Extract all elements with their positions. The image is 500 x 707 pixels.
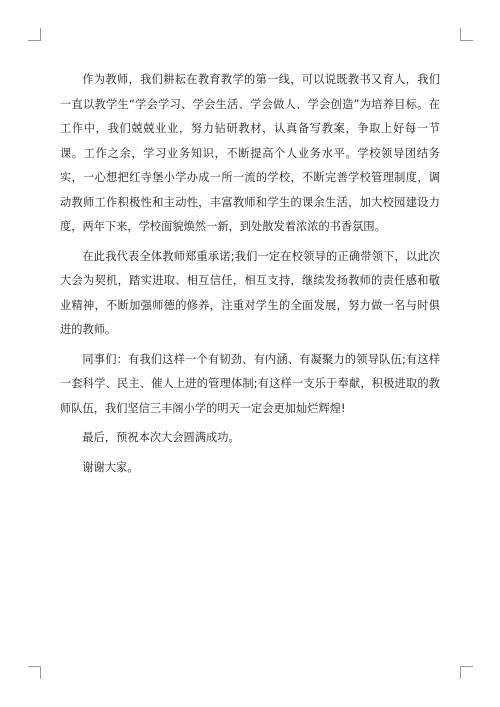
document-body [60,68,440,485]
crop-mark-top-left [28,28,41,41]
crop-mark-bottom-right [460,666,473,679]
paragraph-wishes: 最后，预祝本次大会圆满成功。 [82,431,240,444]
paragraph-intro: 作为教师，我们耕耘在教育教学的第一线，可以说既教书又育人，我们一直以教学生“学会学习、学会生活、学会做人、学会创造”为培养目标。在工作中，我们兢兢业业，努力钻研教材，认真备写教案，争取上好每一节课。工作之余，学习业务知识，不断提高个人业务水平。学校领导团结务实，一心想把红寺堡小学办成一所一流的学校，不断完善学校管理制度，调动教师工作积极性和主动性，丰富教师和学生的课余生活，加大校园建设力度，两年下来，学校面貌焕然一新，到处散发着浓浓的书香氛围。 [60,73,440,233]
paragraph-thanks: 谢谢大家。 [82,460,139,474]
crop-mark-bottom-left [28,666,41,679]
paragraph-colleagues: 同事们：有我们这样一个有韧劲、有内涵、有凝聚力的领导队伍;有这样一套科学、民主、催人上进的管理体制;有这样一支乐于奉献，积极进取的教师队伍，我们坚信三丰阁小学的明天一定会更加灿烂辉煌! [60,352,440,415]
paragraph-commitment: 在此我代表全体教师郑重承诺;我们一定在校领导的正确带领下，以此次大会为契机，踏实进取、相互信任，相互支持，继续发扬教师的责任感和敬业精神，不断加强师德的修养，注重对学生的全面发展，努力做一名与时俱进的教师。 [60,249,440,336]
crop-mark-top-right [460,28,473,41]
